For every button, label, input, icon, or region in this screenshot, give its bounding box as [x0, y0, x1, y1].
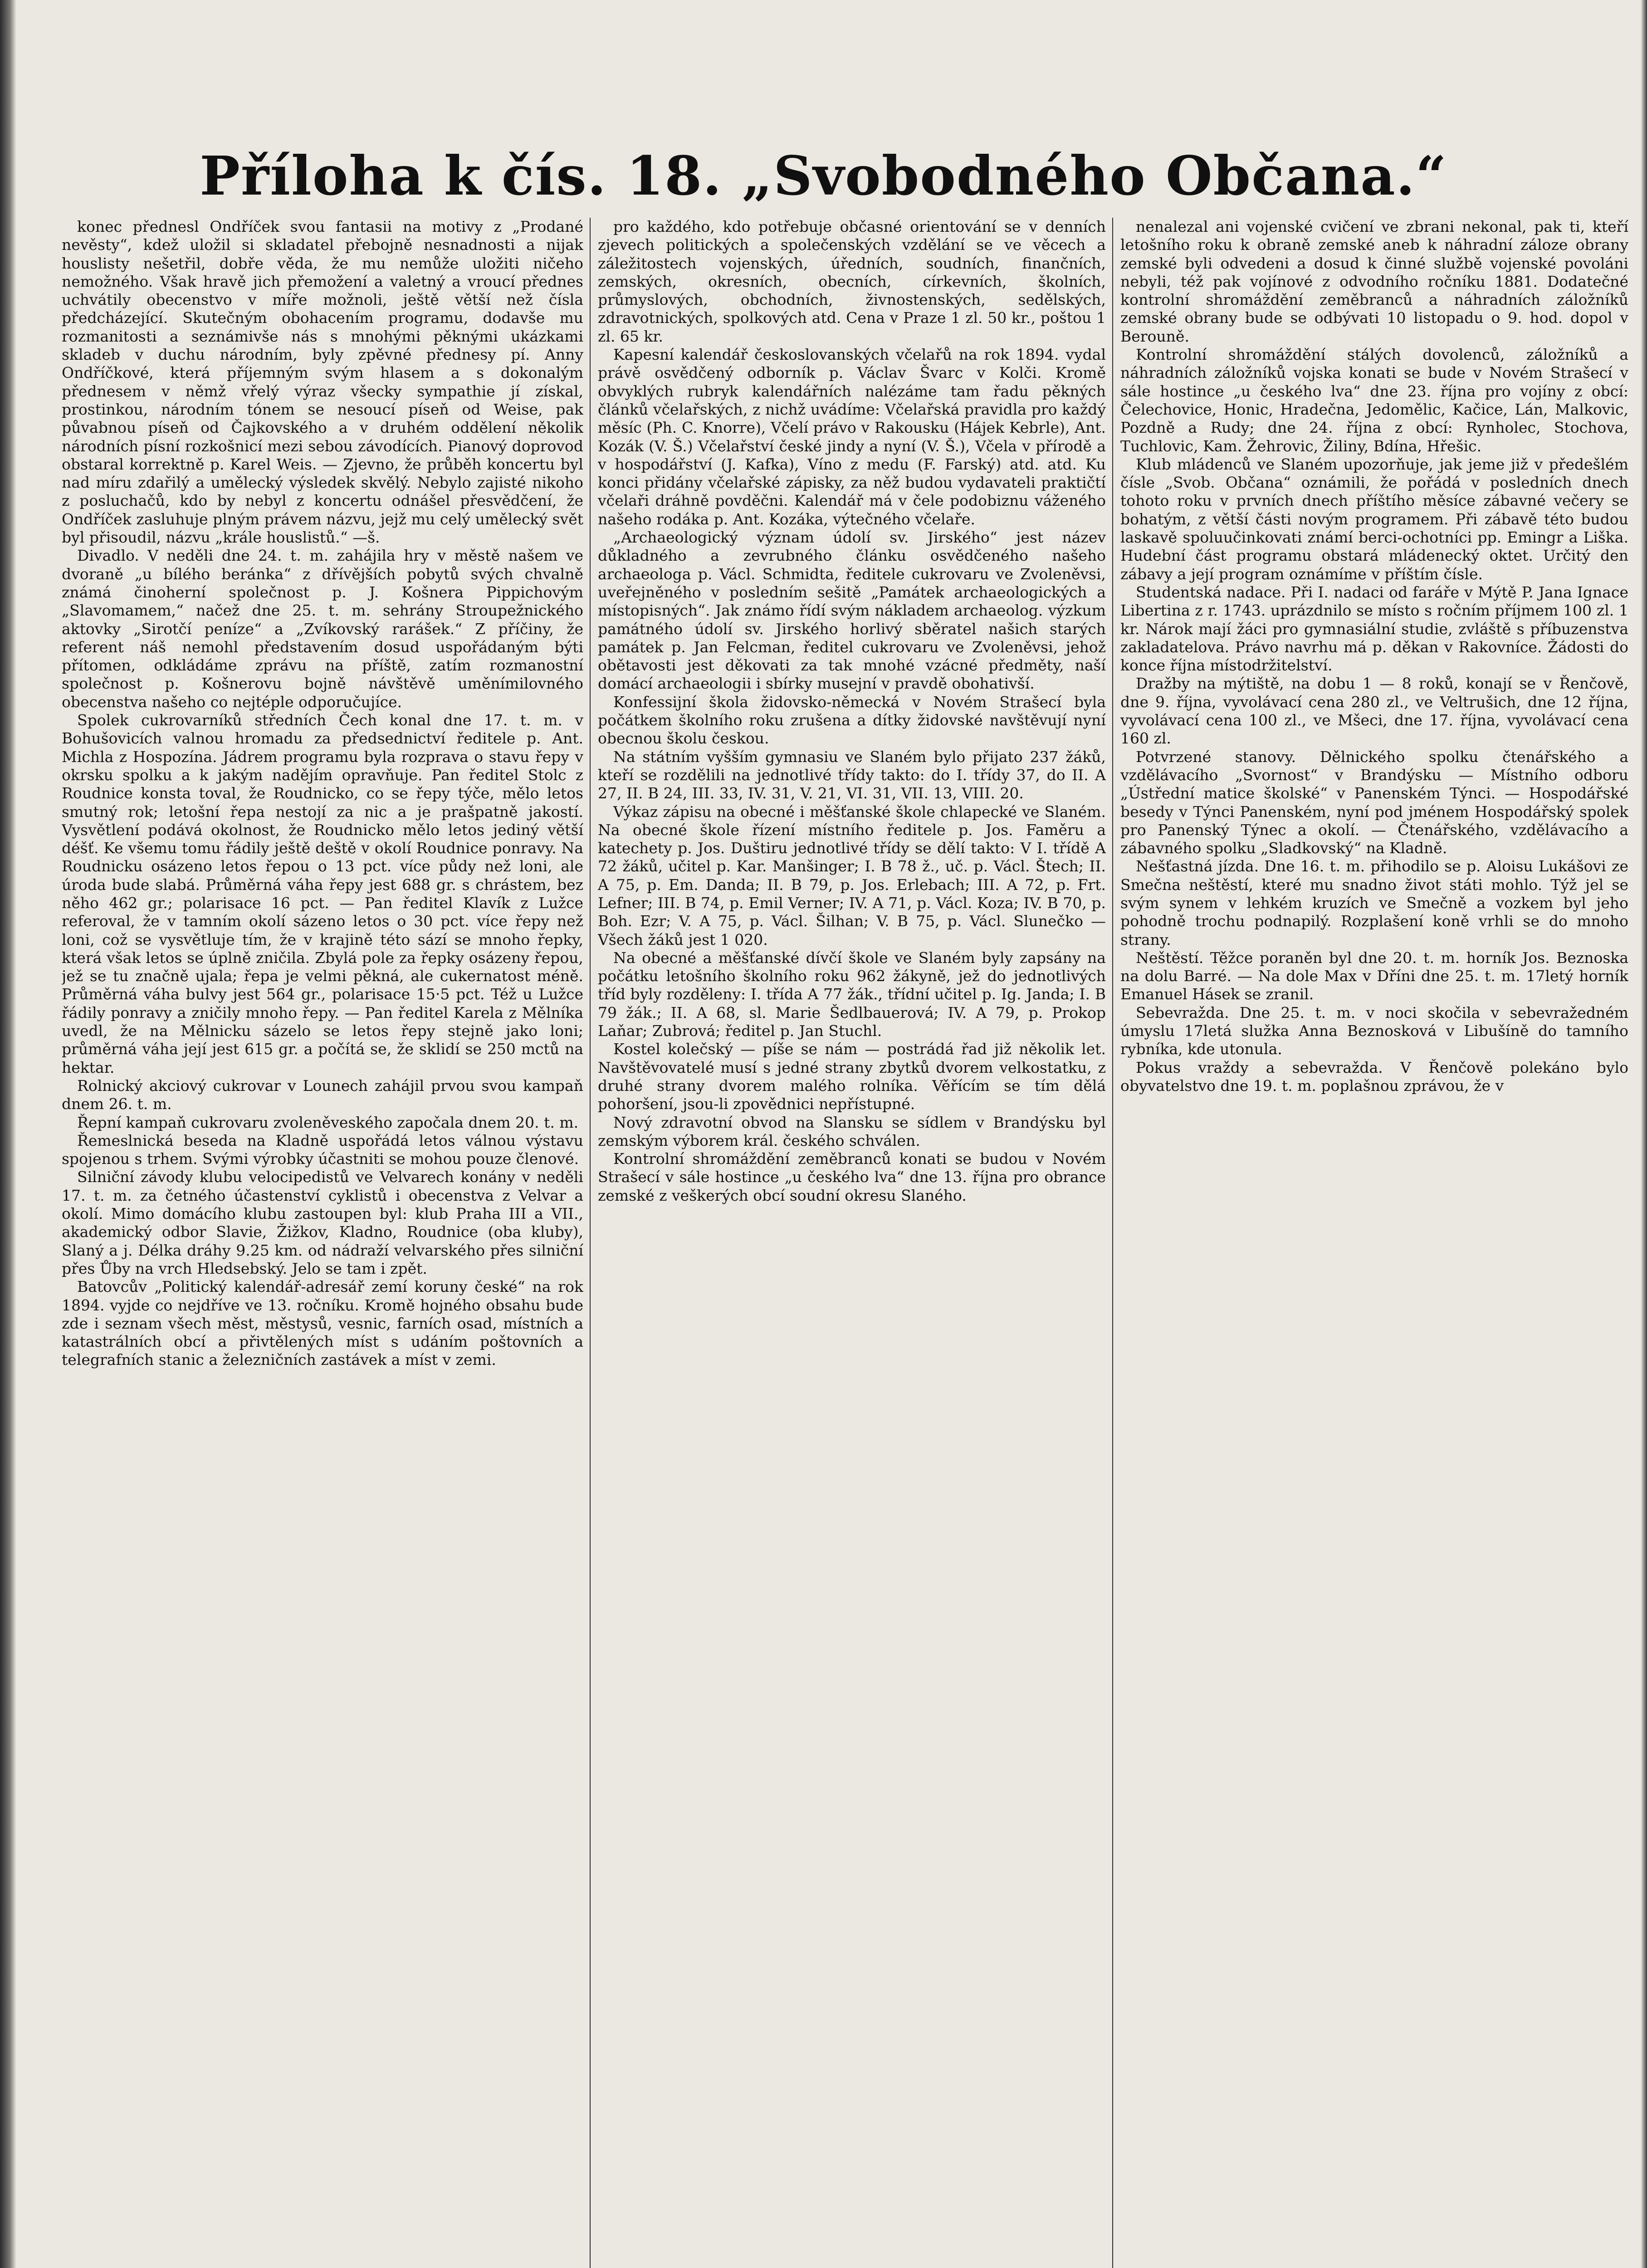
- paragraph: Studentská nadace. Při I. nadaci od faráře v Mýtě P. Jana Ignace Libertina z r. 1743. uprázdnilo se místo s ročním příjmem 100 zl. 1 kr. Nárok mají žáci pro gymnasiální studie, zvláště s příbuzenstva zakladatelova. Právo navrhu má p. děkan v Rakovníce. Žádosti do konce října místodržitelství.: [1120, 583, 1628, 675]
- paragraph: Nový zdravotní obvod na Slansku se sídlem v Brandýsku byl zemským výborem král. českého schválen.: [598, 1113, 1106, 1149]
- column-rule-2: [1112, 218, 1113, 2268]
- paragraph: Divadlo. V neděli dne 24. t. m. zahájila hry v městě našem ve dvoraně „u bílého beránka“ z dřívějších pobytů svých chvalně známá činoherní společnost p. J. Košnera Pippichovým „Slavomamem,“ načež dne 25. t. m. sehrány Stroupežnického aktovky „Sirotčí peníze“ a „Zvíkovský rarášek.“ Z příčiny, že referent náš nemohl představením dosud uspořádaným býti přítomen, odkládáme zprávu na příště, zatím rozmanostní společnost p. Košnerovu bojně návštěvě uměnímilovného obecenstva našeho co nejtéple odporučujíce.: [62, 547, 583, 711]
- paragraph: nenalezal ani vojenské cvičení ve zbrani nekonal, pak ti, kteří letošního roku k obraně zemské aneb k náhradní záloze obrany zemské byli odvedeni a dosud k činné službě vojenské povoláni nebyli, též pak vojínové z odvodního ročníku 1881. Dodatečné kontrolní shromáždění zeměbranců a náhradních záložníků zemské obrany bude se odbývati 10 listopadu o 9. hod. dopol v Berouně.: [1120, 218, 1628, 345]
- paragraph: Kontrolní shromáždění zeměbranců konati se budou v Novém Strašecí v sále hostince „u českého lva“ dne 13. října pro obrance zemské z veškerých obcí soudní okresu Slaného.: [598, 1150, 1106, 1204]
- paragraph: Klub mládenců ve Slaném upozorňuje, jak jeme již v předešlém čísle „Svob. Občana“ oznámili, že pořádá v posledních dnech tohoto roku v prvních dnech příštího měsíce zábavné večery se bohatým, z větší části novým programem. Při zábavě této budou laskavě spoluučinkovati známí berci-ochotníci pp. Emingr a Liška. Hudební část programu obstará mládenecký oktet. Určitý den zábavy a její program oznámíme v příštím čísle.: [1120, 455, 1628, 583]
- paragraph: Spolek cukrovarníků středních Čech konal dne 17. t. m. v Bohušovicích valnou hromadu za předsednictví ředitele p. Ant. Michla z Hospozína. Jádrem programu byla rozprava o stavu řepy v okrsku spolku a k jakým nadějím opravňuje. Pan ředitel Stolc z Roudnice konsta toval, že Roudnicko, co se řepy týče, mělo letos smutný rok; letošní řepa nestojí za nic a je prašpatně jakostí. Vysvětlení podává okolnost, že Roudnicko mělo letos jediný větší déšť. Ke všemu tomu řádily ještě deště v okolí Roudnice ponravy. Na Roudnicku osázeno letos řepou o 13 pct. více půdy než loni, ale úroda bude slabá. Průměrná váha řepy jest 688 gr. s chrástem, bez něho 462 gr.; polarisace 16 pct. — Pan ředitel Klavík z Lužce referoval, že v tamním okolí sázeno letos o 30 pct. více řepy než loni, což se vysvětluje tím, že v krajině této sází se mnoho řepky, která však letos se úplně zničila. Zbylá pole za řepky osázeny řepou, jež se tu značně ujala; řepa je velmi pěkná, ale cukernatost méně. Průměrná váha bulvy jest 564 gr., polarisace 15·5 pct. Též u Lužce řádily ponravy a zničily mnoho řepy. — Pan ředitel Karela z Mělníka uvedl, že na Mělnicku sázelo se letos řepy stejně jako loni; průměrná váha její jest 615 gr. a počítá se, že sklidí se 250 mctů na hektar.: [62, 711, 583, 1076]
- column-3: [1120, 218, 1628, 2268]
- column-2: [598, 218, 1106, 2268]
- paragraph: Na státním vyšším gymnasiu ve Slaném bylo přijato 237 žáků, kteří se rozdělili na jednotlivé třídy takto: do I. třídy 37, do II. A 27, II. B 24, III. 33, IV. 31, V. 21, VI. 31, VII. 13, VIII. 20.: [598, 748, 1106, 802]
- masthead: Příloha k čís. 18. „Svobodného Občana.“: [200, 144, 1447, 207]
- column-rule-1: [590, 218, 591, 2268]
- paragraph: Výkaz zápisu na obecné i měšťanské škole chlapecké ve Slaném. Na obecné škole řízení místního ředitele p. Jos. Faměru a katechety p. Jos. Duštiru jednotlivé třídy se dělí takto: V I. třídě A 72 žáků, učitel p. Kar. Manšinger; I. B 78 ž., uč. p. Václ. Štech; II. A 75, p. Em. Danda; II. B 79, p. Jos. Erlebach; III. A 72, p. Frt. Lefner; III. B 74, p. Emil Verner; IV. A 71, p. Václ. Koza; IV. B 70, p. Boh. Ezr; V. A 75, p. Václ. Šilhan; V. B 75, p. Václ. Slunečko — Všech žáků jest 1 020.: [598, 802, 1106, 948]
- paragraph: pro každého, kdo potřebuje občasné orientování se v denních zjevech politických a společenských vzdělání se ve věcech a záležitostech vojenských, úředních, soudních, finančních, zemských, okresních, obecních, církevních, školních, průmyslových, obchodních, živnostenských, sedělských, zdravotnických, spolkových atd. Cena v Praze 1 zl. 50 kr., poštou 1 zl. 65 kr.: [598, 218, 1106, 345]
- paragraph: Konfessijní škola židovsko-německá v Novém Strašecí byla počátkem školního roku zrušena a dítky židovské navštěvují nyní obecnou školu českou.: [598, 693, 1106, 748]
- paragraph: Řemeslnická beseda na Kladně uspořádá letos válnou výstavu spojenou s trhem. Svými výrobky účastniti se mohou pouze členové.: [62, 1131, 583, 1168]
- paragraph: Potvrzené stanovy. Dělnického spolku čtenářského a vzdělávacího „Svornost“ v Brandýsku — Místního odboru „Ústřední matice školské“ v Panenském Týnci. — Hospodářské besedy v Týnci Panenském, nyní pod jménem Hospodářský spolek pro Panenský Týnec a okolí. — Čtenářského, vzdělávacího a zábavného spolku „Sladkovský“ na Kladně.: [1120, 748, 1628, 857]
- paragraph: Kostel kolečský — píše se nám — postrádá řad již několik let. Navštěvovatelé musí s jedné strany zbytků dvorem velkostatku, z druhé strany dvorem malého rolníka. Věřícím se tím dělá pohoršení, jsou-li zpovědnici nepřístupné.: [598, 1040, 1106, 1113]
- paragraph: Batovcův „Politický kalendář-adresář zemí koruny české“ na rok 1894. vyjde co nejdříve ve 13. ročníku. Kromě hojného obsahu bude zde i seznam všech měst, městysů, vesnic, farních osad, místních a katastrálních obcí a přivtělených míst s udáním poštovních a telegrafních stanic a železničních zastávek a míst v zemi.: [62, 1278, 583, 1369]
- scan-right-edge: [1641, 0, 1647, 2268]
- paragraph: Kapesní kalendář českoslovanských včelařů na rok 1894. vydal právě osvědčený odborník p. Václav Švarc v Kolči. Kromě obvyklých rubryk kalendářních nalézáme tam řadu pěkných článků včelařských, z nichž uvádíme: Včelařská pravidla pro každý měsíc (Ph. C. Knorre), Včelí právo v Rakousku (Hájek Kebrle), Ant. Kozák (V. Š.) Včelařství české jindy a nyní (V. Š.), Včela v přírodě a v hospodářství (J. Kafka), Víno z medu (F. Farský) atd. atd. Ku konci přidány včelařské zápisky, za něž budou vydavateli praktičtí včelaři dráhně povděčni. Kalendář má v čele podobiznu váženého našeho rodáka p. Ant. Kozáka, výtečného včelaře.: [598, 346, 1106, 528]
- paragraph: Nešťastná jízda. Dne 16. t. m. přihodilo se p. Aloisu Lukášovi ze Smečna neštěstí, které mu snadno život státi mohlo. Týž jel se svým synem v lehkém kruzích ve Smečně a vozkem byl jeho pohodně trochu podnapilý. Rozplašení koně vrhli se do mnoho strany.: [1120, 857, 1628, 948]
- column-1: [62, 218, 583, 2268]
- scan-left-edge: [0, 0, 16, 2268]
- paragraph: Pokus vraždy a sebevražda. V Řenčově polekáno bylo obyvatelstvo dne 19. t. m. poplašnou zprávou, že v: [1120, 1058, 1628, 1095]
- paragraph: Dražby na mýtiště, na dobu 1 — 8 roků, konají se v Řenčově, dne 9. října, vyvolávací cena 280 zl., ve Veltrušich, dne 12 října, vyvolávací cena 100 zl., ve Mšeci, dne 17. října, vyvolávací cena 160 zl.: [1120, 675, 1628, 748]
- paragraph: Na obecné a měšťanské dívčí škole ve Slaném byly zapsány na počátku letošního školního roku 962 žákyně, jež do jednotlivých tříd byly rozděleny: I. třída A 77 žák., třídní učitel p. Ig. Janda; I. B 79 žák.; II. A 68, sl. Marie Šedlbauerová; IV. A 79, p. Prokop Laňar; Zubrová; ředitel p. Jan Stuchl.: [598, 948, 1106, 1040]
- paragraph: Sebevražda. Dne 25. t. m. v noci skočila v sebevražedném úmyslu 17letá služka Anna Beznosková v Libušíně do tamního rybníka, kde utonula.: [1120, 1003, 1628, 1058]
- paragraph: Silniční závody klubu velocipedistů ve Velvarech konány v neděli 17. t. m. za četného účastenství cyklistů i obecenstva z Velvar a okolí. Mimo domácího klubu zastoupen byl: klub Praha III a VII., akademický odbor Slavie, Žižkov, Kladno, Roudnice (oba kluby), Slaný a j. Délka dráhy 9.25 km. od nádraží velvarského přes silniční přes Ůby na vrch Hledsebský. Jelo se tam i zpět.: [62, 1168, 583, 1277]
- paragraph: konec přednesl Ondříček svou fantasii na motivy z „Prodané nevěsty“, kdež uložil si skladatel přebojně nesnadnosti a nijak houslisty nešetřil, dobře věda, že mu nemůže uložiti ničeho nemožného. Však hravě jich přemožení a valetný a vroucí přednes uchvátily obecenstvo v míře možnoli, ještě větší než čísla předcházející. Skutečným obohacením programu, dodavše mu rozmanitosti a seznámivše nás s mnohými pěknými ukázkami skladeb v duchu národním, byly zpěvné přednesy pí. Anny Ondříčkové, která příjemným svým hlasem a s dokonalým přednesem v němž vřelý výraz všecky sympathie jí získal, prostinkou, národním tónem se nesoucí píseň od Weise, pak půvabnou píseň od Čajkovského a v druhém oddělení několik národních písní rozkošnicí mezi sebou závodících. Pianový doprovod obstaral korrektně p. Karel Weis. — Zjevno, že průběh koncertu byl nad míru zdařilý a umělecký výsledek skvělý. Nebylo zajisté nikoho z posluchačů, kdo by nebyl z koncertu odnášel přesvědčení, že Ondříček zasluhuje plným právem názvu, jejž mu celý umělecký svět byl přisoudil, názvu „krále houslistů.“ —š.: [62, 218, 583, 547]
- paragraph: Řepní kampaň cukrovaru zvoleněveského započala dnem 20. t. m.: [77, 1113, 579, 1131]
- paragraph: Rolnický akciový cukrovar v Lounech zahájil prvou svou kampaň dnem 26. t. m.: [62, 1076, 583, 1113]
- paragraph: „Archaeologický význam údolí sv. Jirského“ jest název důkladného a zevrubného článku osvědčeného našeho archaeologa p. Václ. Schmidta, ředitele cukrovaru ve Zvoleněvsi, uveřejněného v posledním sešitě „Památek archaeologických a místopisných“. Jak známo řídí svým nákladem archaeolog. výzkum památného údolí sv. Jirského horlivý sběratel našich starých památek p. Jan Felcman, ředitel cukrovaru ve Zvoleněvsi, jehož obětavosti jest děkovati za tak mnohé vzácné předměty, naší domácí archaeologii i sbírky musejní v pravdě obohativší.: [598, 528, 1106, 693]
- paragraph: Kontrolní shromáždění stálých dovolenců, záložníků a náhradních záložníků vojska konati se bude v Novém Strašecí v sále hostince „u českého lva“ dne 23. října pro vojíny z obcí: Čelechovice, Honic, Hradečna, Jedomělic, Kačice, Lán, Malkovic, Pozdně a Rudy; dne 24. října z obcí: Rynholec, Stochova, Tuchlovic, Kam. Žehrovic, Žiliny, Bdína, Hřešic.: [1120, 346, 1628, 455]
- paragraph: Neštěstí. Těžce poraněn byl dne 20. t. m. horník Jos. Beznoska na dolu Barré. — Na dole Max v Dříni dne 25. t. m. 17letý horník Emanuel Hásek se zranil.: [1120, 948, 1628, 1003]
